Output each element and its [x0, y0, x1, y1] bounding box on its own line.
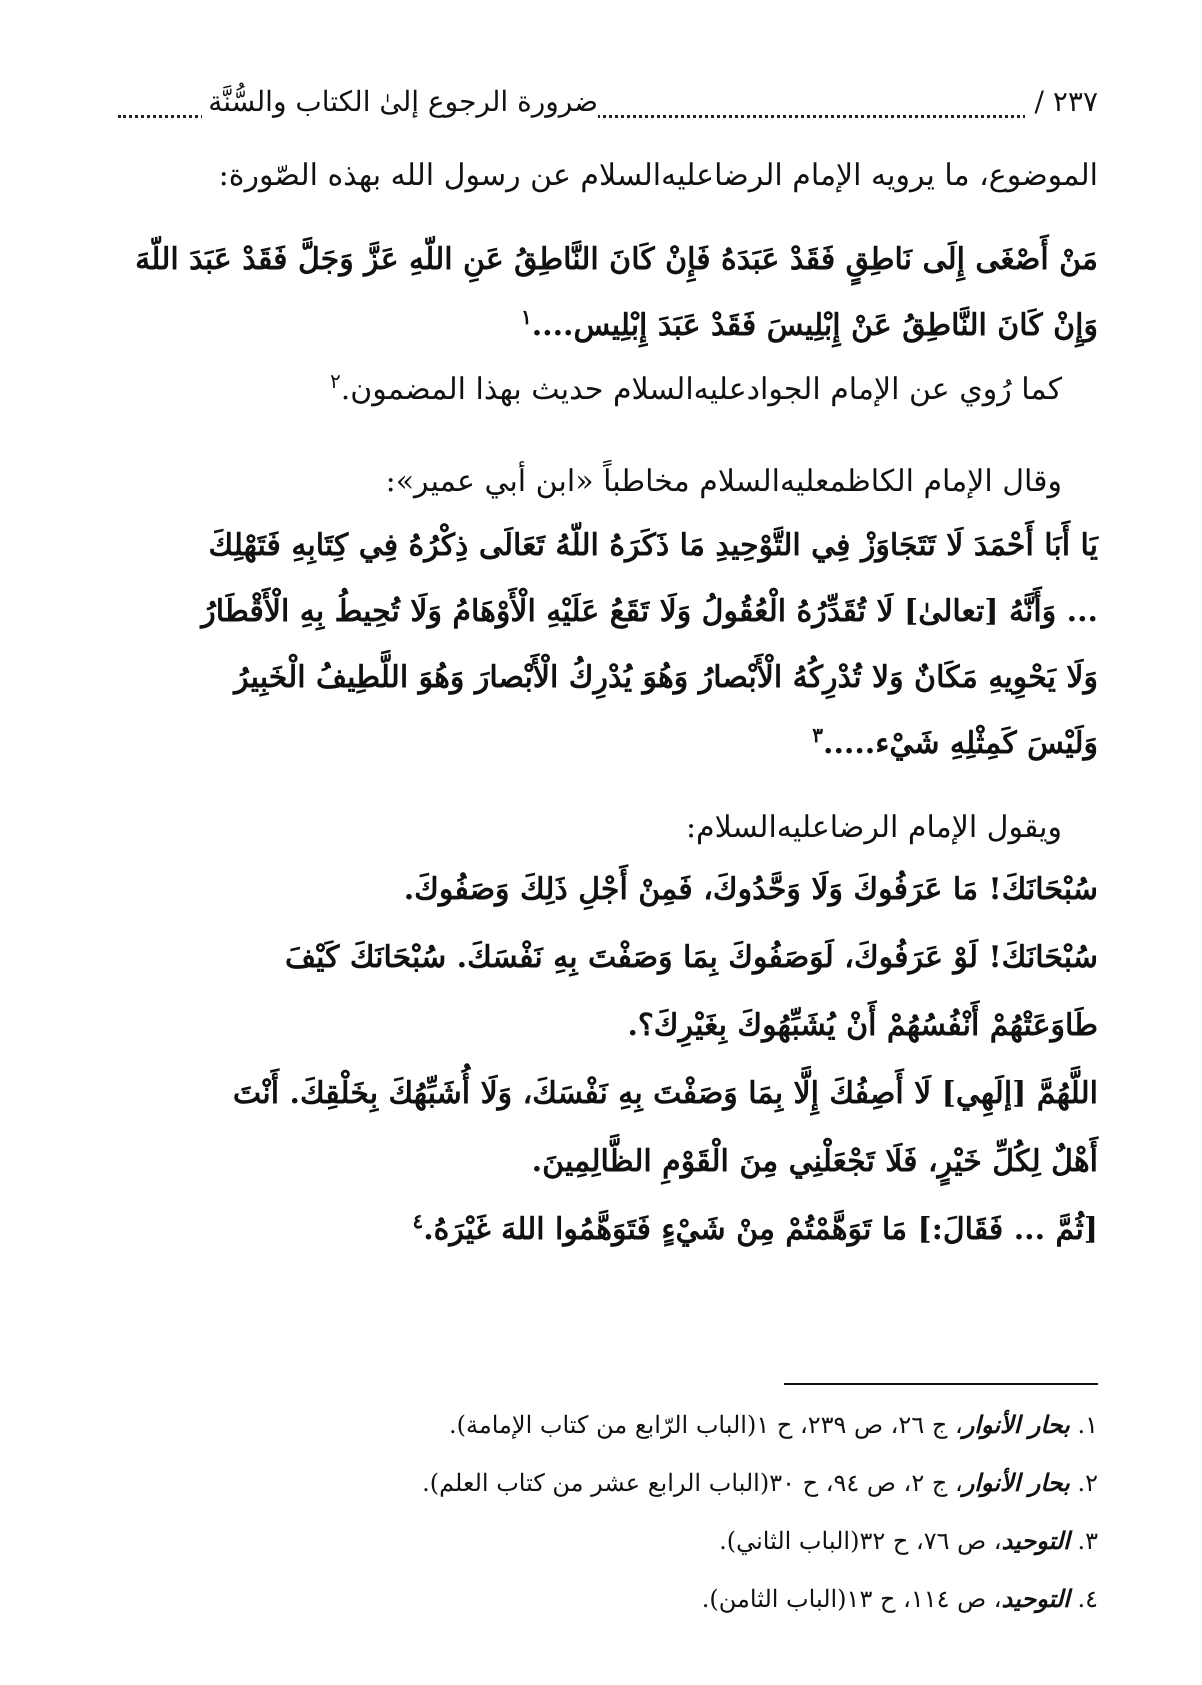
running-header [118, 80, 1098, 124]
footnote-ref-4: ٤ [412, 1209, 424, 1233]
footnote-citation: ، ج ٢٦، ص ٢٣٩، ح ١(الباب الرّابع من كتاب الإمامة). [449, 1411, 963, 1439]
rida-intro-text: ويقول الإمام الرضاعليه‌السلام: [685, 810, 1062, 845]
hadith-3-line-6-text: [ثُمَّ ... فَقَالَ:] مَا تَوَهَّمْتُمْ مِنْ شَيْءٍ فَتَوَهَّمُوا اللهَ غَيْرَهُ. [423, 1212, 1098, 1247]
footnote-separator [784, 1383, 1098, 1385]
kazim-intro [82, 462, 1062, 502]
kazim-intro-text: وقال الإمام الكاظمعليه‌السلام مخاطباً «ابن أبي عمير»: [385, 464, 1062, 499]
footnote-citation: ، ص ٧٦، ح ٣٢(الباب الثاني). [719, 1527, 1002, 1555]
hadith-2 [118, 526, 1098, 764]
footnote-citation: ، ج ٢، ص ٩٤، ح ٣٠(الباب الرابع عشر من كتاب العلم). [422, 1469, 963, 1497]
jawad-text: كما رُوي عن الإمام الجوادعليه‌السلام حديث بهذا المضمون. [340, 372, 1062, 407]
footnote-ref-3: ٣ [812, 723, 824, 747]
footnote-number: ٤. [1077, 1585, 1098, 1613]
hadith-2-line-4 [118, 724, 1098, 764]
hadith-3 [118, 870, 1098, 1250]
footnote-source: التوحيد [1001, 1584, 1070, 1613]
hadith-1 [118, 240, 1098, 346]
footnote-4 [118, 1582, 1098, 1616]
hadith-3-line-6 [118, 1210, 1098, 1250]
hadith-3-line-3: طَاوَعَتْهُمْ أَنْفُسُهُمْ أَنْ يُشَبِّهُوكَ بِغَيْرِكَ؟. [627, 1008, 1098, 1043]
hadith-2-line-3: وَلَا يَحْوِيهِ مَكَانٌ وَلا تُدْرِكُهُ الْأَبْصارُ وَهُوَ يُدْرِكُ الْأَبْصارَ وَهُوَ اللَّطِيفُ الْخَبِيرُ [234, 660, 1098, 695]
footnote-2 [118, 1466, 1098, 1500]
footnote-source: بحار الأنوار [962, 1468, 1070, 1497]
footnote-1 [118, 1408, 1098, 1442]
footnote-source: بحار الأنوار [962, 1410, 1070, 1439]
hadith-3-line-2: سُبْحَانَكَ! لَوْ عَرَفُوكَ، لَوَصَفُوكَ بِمَا وَصَفْتَ بِهِ نَفْسَكَ. سُبْحَانَكَ كَيْفَ [285, 940, 1098, 975]
footnote-ref-1: ١ [520, 305, 532, 329]
hadith-3-line-4: اللَّهُمَّ [إلَهِي] لَا أَصِفُكَ إِلَّا بِمَا وَصَفْتَ بِهِ نَفْسَكَ، وَلَا أُشَبِّهُكَ بِخَلْقِكَ. أَنْتَ [232, 1076, 1098, 1111]
footnote-3 [118, 1524, 1098, 1558]
jawad-paragraph [82, 370, 1062, 410]
page-number: ٢٣٧ / [1025, 80, 1098, 124]
hadith-1-line-2-text: وَإِنْ كَانَ النَّاطِقُ عَنْ إِبْلِيسَ فَقَدْ عَبَدَ إِبْلِيس.... [531, 308, 1098, 343]
hadith-1-line-2 [118, 306, 1098, 346]
running-title: ضرورة الرجوع إلىٰ الكتاب والسُّنَّة [202, 80, 598, 124]
rida-intro [82, 808, 1062, 848]
footnote-ref-2: ٢ [329, 369, 341, 393]
footnote-number: ١. [1077, 1411, 1098, 1439]
footnote-source: التوحيد [1001, 1526, 1070, 1555]
hadith-2-line-1: يَا أَبَا أَحْمَدَ لَا تَتَجَاوَزْ فِي التَّوْحِيدِ مَا ذَكَرَهُ اللّهُ تَعَالَى ذِكْرُهُ فِي كِتَابِهِ فَتَهْلِكَ [208, 528, 1098, 563]
intro-text: الموضوع، ما يرويه الإمام الرضاعليه‌السلام عن رسول الله بهذه الصّورة: [218, 158, 1098, 193]
hadith-1-line-1: مَنْ أَصْغَى إِلَى نَاطِقٍ فَقَدْ عَبَدَهُ فَإِنْ كَانَ النَّاطِقُ عَنِ اللّهِ عَزَّ وَجَلَّ فَقَدْ عَبَدَ اللّهَ [135, 242, 1098, 277]
footnote-number: ٢. [1077, 1469, 1098, 1497]
hadith-2-line-4-text: وَلَيْسَ كَمِثْلِهِ شَيْء..... [823, 726, 1098, 761]
hadith-2-line-2: ... وَأَنَّهُ [تعالىٰ] لَا تُقَدِّرُهُ الْعُقُولُ وَلَا تَقَعُ عَلَيْهِ الْأَوْهَامُ وَلَا تُحِيطُ بِهِ الْأَقْطَارُ [201, 594, 1098, 629]
hadith-3-line-5: أَهْلٌ لِكُلِّ خَيْرٍ، فَلَا تَجْعَلْنِي مِنَ الْقَوْمِ الظَّالِمِينَ. [531, 1144, 1098, 1179]
intro-paragraph [118, 156, 1098, 196]
hadith-3-line-1: سُبْحَانَكَ! مَا عَرَفُوكَ وَلَا وَحَّدُوكَ، فَمِنْ أَجْلِ ذَلِكَ وَصَفُوكَ. [403, 872, 1098, 907]
footnote-number: ٣. [1077, 1527, 1098, 1555]
footnote-citation: ، ص ١١٤، ح ١٣(الباب الثامن). [701, 1585, 1002, 1613]
